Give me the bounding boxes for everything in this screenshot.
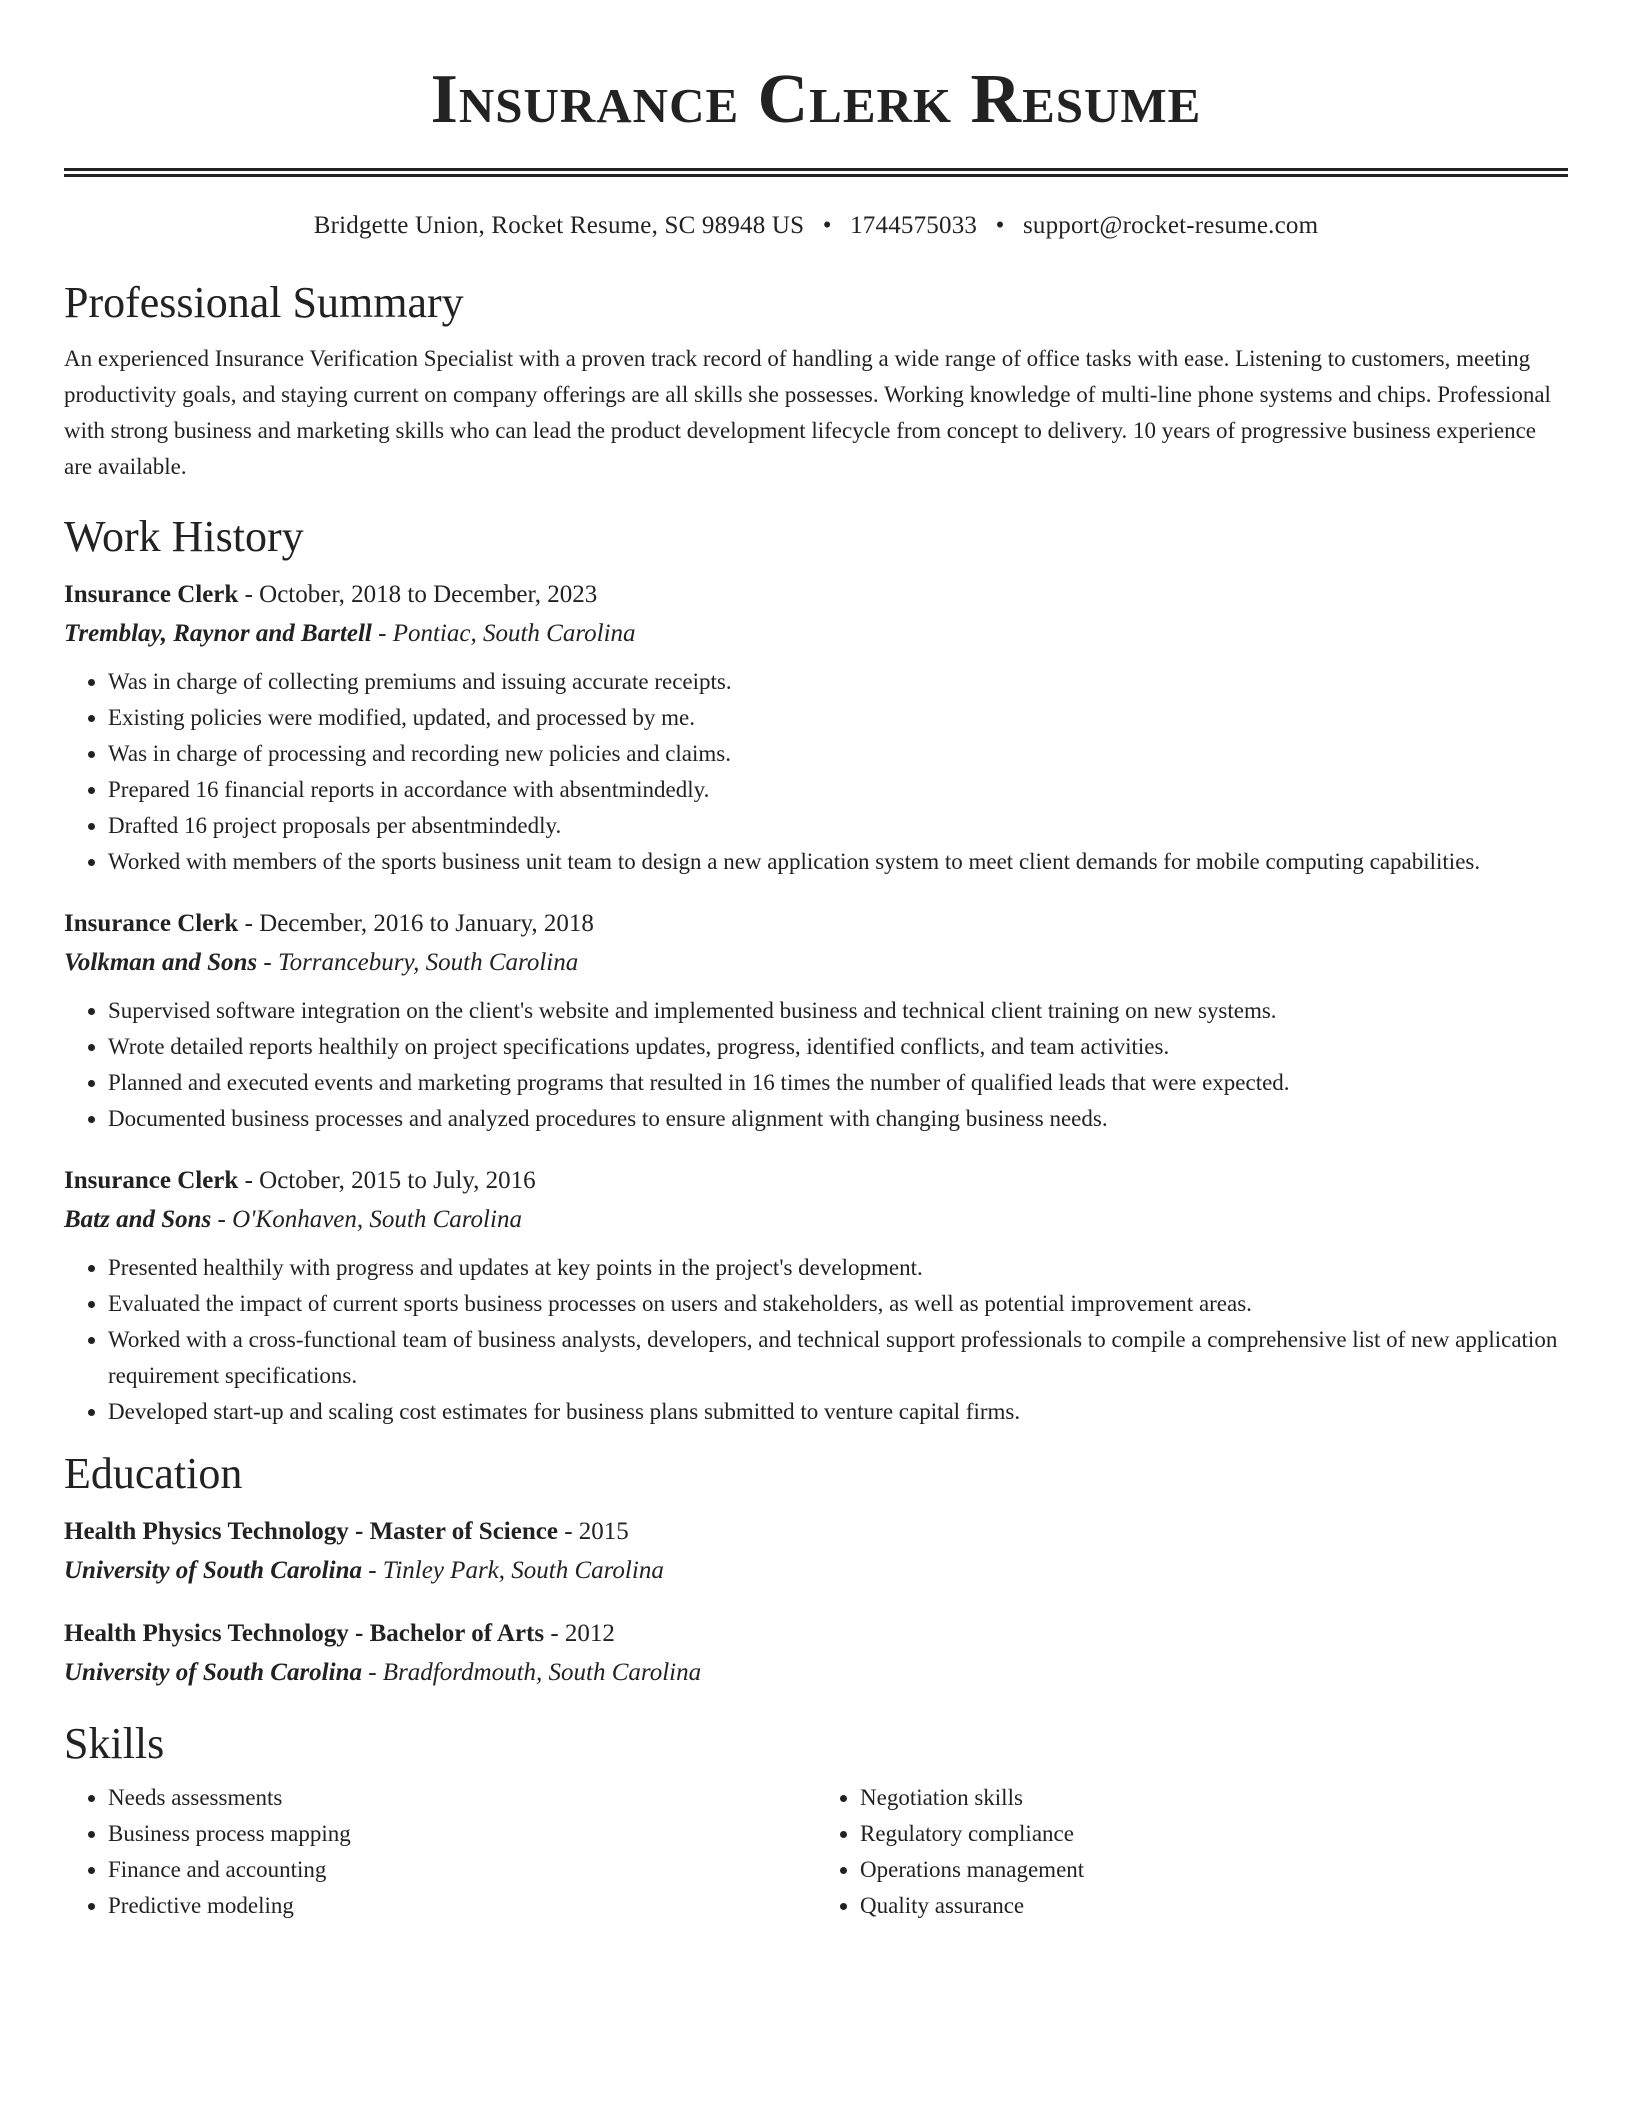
skills-grid xyxy=(64,1780,1568,1924)
employer-location: - O'Konhaven, South Carolina xyxy=(211,1206,522,1233)
title-divider xyxy=(64,168,1568,177)
job-dates: - October, 2015 to July, 2016 xyxy=(238,1167,536,1194)
employer-name: Batz and Sons xyxy=(64,1206,212,1233)
employer-line xyxy=(64,614,1568,653)
degree-name: Health Physics Technology - Bachelor of Arts xyxy=(64,1620,545,1647)
job-duty: • Planned and executed events and marketing programs that resulted in 16 times the number of qualified leads that were expected. xyxy=(108,1065,1568,1101)
job-duty: • Developed start-up and scaling cost estimates for business plans submitted to venture capital firms. xyxy=(108,1394,1568,1430)
education-heading: Education xyxy=(64,1449,243,1498)
school-location: - Tinley Park, South Carolina xyxy=(361,1557,664,1584)
contact-line xyxy=(64,211,1568,241)
contact-address: Bridgette Union, Rocket Resume, SC 98948 US xyxy=(313,212,805,239)
job-duty: • Presented healthily with progress and updates at key points in the project's development. xyxy=(108,1250,1568,1286)
school-line xyxy=(64,1551,1568,1590)
skill-item: • Predictive modeling xyxy=(108,1888,816,1924)
job-duty: • Worked with a cross-functional team of business analysts, developers, and technical support professionals to compile a comprehensive list of new application requirement specifications. xyxy=(108,1322,1568,1394)
job-duties xyxy=(64,993,1568,1137)
employer-line xyxy=(64,1200,1568,1239)
job-entry xyxy=(64,1161,1568,1430)
job-duty: • Was in charge of processing and recording new policies and claims. xyxy=(108,736,1568,772)
school-line xyxy=(64,1653,1568,1692)
skill-item: • Operations management xyxy=(860,1852,1568,1888)
job-duty: • Evaluated the impact of current sports business processes on users and stakeholders, as well as potential improvement areas. xyxy=(108,1286,1568,1322)
skills-list xyxy=(64,1780,816,1924)
job-duty: • Worked with members of the sports business unit team to design a new application system to meet client demands for mobile computing capabilities. xyxy=(108,844,1568,880)
employer-location: - Torrancebury, South Carolina xyxy=(257,949,579,976)
employer-location: - Pontiac, South Carolina xyxy=(371,620,636,647)
degree-year: - 2015 xyxy=(557,1518,629,1545)
skill-item: • Needs assessments xyxy=(108,1780,816,1816)
skill-item: • Finance and accounting xyxy=(108,1852,816,1888)
job-entry xyxy=(64,575,1568,880)
degree-year: - 2012 xyxy=(544,1620,615,1647)
job-title-line xyxy=(64,1161,1568,1200)
job-duties xyxy=(64,1250,1568,1430)
job-title-line xyxy=(64,904,1568,943)
job-title: Insurance Clerk xyxy=(64,1167,239,1194)
resume-title: Insurance Clerk Resume xyxy=(430,61,1202,138)
job-title: Insurance Clerk xyxy=(64,581,239,608)
skill-item: • Regulatory compliance xyxy=(860,1816,1568,1852)
education-entry xyxy=(64,1512,1568,1590)
job-duty: • Wrote detailed reports healthily on project specifications updates, progress, identified conflicts, and team activities. xyxy=(108,1029,1568,1065)
employer-name: Tremblay, Raynor and Bartell xyxy=(64,620,372,647)
job-duty: • Was in charge of collecting premiums and issuing accurate receipts. xyxy=(108,664,1568,700)
job-duties xyxy=(64,664,1568,880)
school-name: University of South Carolina xyxy=(64,1557,362,1584)
skills-column-left xyxy=(64,1780,816,1924)
job-duty: • Supervised software integration on the client's website and implemented business and technical client training on new systems. xyxy=(108,993,1568,1029)
job-duty: • Drafted 16 project proposals per absentmindedly. xyxy=(108,808,1568,844)
job-title: Insurance Clerk xyxy=(64,910,239,937)
skills-column-right xyxy=(816,1780,1568,1924)
contact-email[interactable]: support@rocket-resume.com xyxy=(1022,212,1319,239)
work-history-heading: Work History xyxy=(64,512,304,561)
skills-list xyxy=(816,1780,1568,1924)
skill-item: • Quality assurance xyxy=(860,1888,1568,1924)
contact-separator: • xyxy=(822,212,832,239)
job-dates: - December, 2016 to January, 2018 xyxy=(238,910,594,937)
employer-line xyxy=(64,943,1568,982)
job-duty: • Existing policies were modified, updated, and processed by me. xyxy=(108,700,1568,736)
skill-item: • Business process mapping xyxy=(108,1816,816,1852)
job-entry xyxy=(64,904,1568,1137)
school-location: - Bradfordmouth, South Carolina xyxy=(361,1659,702,1686)
education-entry xyxy=(64,1614,1568,1692)
summary-heading: Professional Summary xyxy=(64,278,464,327)
summary-text: An experienced Insurance Verification Specialist with a proven track record of handling a wide range of office tasks with ease. Listening to customers, meeting productivity goals, and staying current on company offerings are all skills she possesses. Working knowledge of multi-line phone systems and chips. Professional with strong business and marketing skills who can lead the product development lifecycle from concept to delivery. 10 years of progressive business experience are available. xyxy=(64,346,1551,479)
job-duty: • Prepared 16 financial reports in accordance with absentmindedly. xyxy=(108,772,1568,808)
contact-phone: 1744575033 xyxy=(850,212,978,239)
contact-separator: • xyxy=(995,212,1005,239)
skills-heading: Skills xyxy=(64,1719,165,1768)
employer-name: Volkman and Sons xyxy=(64,949,258,976)
job-dates: - October, 2018 to December, 2023 xyxy=(238,581,598,608)
job-title-line xyxy=(64,575,1568,614)
degree-name: Health Physics Technology - Master of Science xyxy=(64,1518,558,1545)
job-duty: • Documented business processes and analyzed procedures to ensure alignment with changing business needs. xyxy=(108,1101,1568,1137)
skill-item: • Negotiation skills xyxy=(860,1780,1568,1816)
degree-line xyxy=(64,1614,1568,1653)
school-name: University of South Carolina xyxy=(64,1659,362,1686)
degree-line xyxy=(64,1512,1568,1551)
